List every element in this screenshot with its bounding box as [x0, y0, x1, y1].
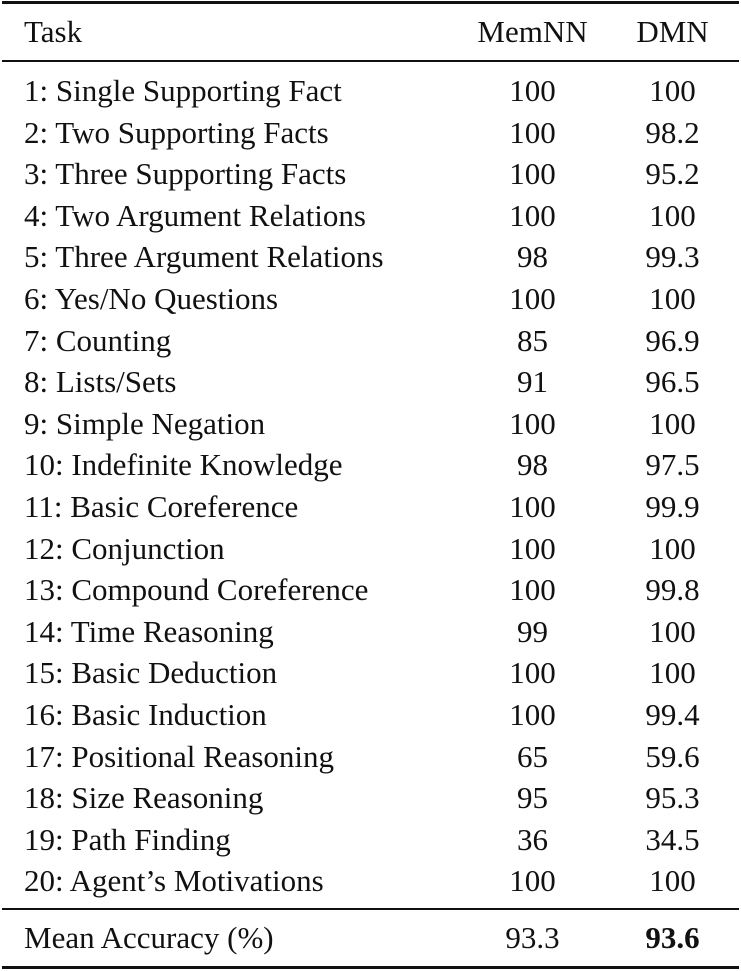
table-row: [0, 444, 741, 485]
task-cell: 8: Lists/Sets: [24, 364, 177, 400]
memnn-cell: 98: [517, 239, 548, 275]
footer-row: [0, 917, 741, 958]
dmn-cell: 99.8: [645, 572, 700, 608]
table-row: [0, 819, 741, 860]
memnn-cell: 100: [509, 156, 556, 192]
task-cell: 9: Simple Negation: [24, 405, 266, 441]
task-cell: 18: Size Reasoning: [24, 780, 264, 816]
memnn-cell: 100: [509, 530, 556, 566]
table-row: [0, 278, 741, 319]
dmn-cell: 59.6: [645, 738, 700, 774]
header-rule: [2, 60, 739, 62]
dmn-cell: 99.4: [645, 697, 700, 732]
dmn-cell: 99.9: [645, 489, 700, 524]
table-row: [0, 486, 741, 527]
memnn-cell: 100: [509, 863, 556, 899]
memnn-cell: 100: [509, 281, 556, 316]
footer-memnn: 93.3: [505, 920, 560, 955]
table-row: [0, 236, 741, 277]
table-row: [0, 195, 741, 236]
dmn-cell: 100: [649, 613, 696, 649]
table-row: [0, 153, 741, 194]
table-row: [0, 860, 741, 901]
table-row: [0, 777, 741, 818]
footer-task: Mean Accuracy (%): [24, 920, 274, 955]
task-cell: 20: Agent’s Motivations: [24, 863, 324, 899]
memnn-cell: 100: [509, 489, 556, 524]
header-dmn: DMN: [636, 14, 709, 49]
dmn-cell: 100: [649, 863, 696, 899]
table-row: [0, 112, 741, 153]
dmn-cell: 95.3: [645, 780, 700, 816]
memnn-cell: 100: [509, 73, 556, 108]
task-cell: 4: Two Argument Relations: [24, 197, 366, 233]
table-row: [0, 70, 741, 111]
task-cell: 11: Basic Coreference: [24, 489, 299, 524]
dmn-cell: 100: [649, 405, 696, 441]
memnn-cell: 36: [517, 821, 548, 857]
top-rule: [2, 1, 739, 4]
memnn-cell: 100: [509, 572, 556, 608]
header-task: Task: [24, 14, 83, 49]
table-row: [0, 528, 741, 569]
table-row: [0, 361, 741, 402]
task-cell: 16: Basic Induction: [24, 697, 267, 732]
footer-dmn: 93.6: [645, 920, 700, 955]
dmn-cell: 95.2: [645, 156, 700, 192]
table-row: [0, 652, 741, 693]
memnn-cell: 91: [517, 364, 548, 400]
dmn-cell: 99.3: [645, 239, 700, 275]
footer-rule: [2, 908, 739, 910]
header-row: [0, 11, 741, 52]
task-cell: 2: Two Supporting Facts: [24, 114, 329, 150]
task-cell: 13: Compound Coreference: [24, 572, 369, 608]
dmn-cell: 96.5: [645, 364, 700, 400]
memnn-cell: 85: [517, 322, 548, 358]
memnn-cell: 100: [509, 114, 556, 150]
dmn-cell: 98.2: [645, 114, 700, 150]
dmn-cell: 100: [649, 655, 696, 691]
memnn-cell: 95: [517, 780, 548, 816]
task-cell: 15: Basic Deduction: [24, 655, 278, 691]
table-row: [0, 569, 741, 610]
dmn-cell: 97.5: [645, 447, 700, 483]
task-cell: 7: Counting: [24, 322, 172, 358]
dmn-cell: 100: [649, 73, 696, 108]
memnn-cell: 100: [509, 697, 556, 732]
task-cell: 14: Time Reasoning: [24, 613, 274, 649]
task-cell: 5: Three Argument Relations: [24, 239, 384, 275]
task-cell: 19: Path Finding: [24, 821, 231, 857]
memnn-cell: 100: [509, 655, 556, 691]
dmn-cell: 100: [649, 281, 696, 316]
table-row: [0, 403, 741, 444]
dmn-cell: 100: [649, 530, 696, 566]
task-cell: 6: Yes/No Questions: [24, 281, 279, 316]
table-row: [0, 611, 741, 652]
table-row: [0, 694, 741, 735]
dmn-cell: 96.9: [645, 322, 700, 358]
task-cell: 12: Conjunction: [24, 530, 225, 566]
memnn-cell: 100: [509, 405, 556, 441]
task-cell: 10: Indefinite Knowledge: [24, 447, 343, 483]
task-cell: 1: Single Supporting Fact: [24, 73, 342, 108]
memnn-cell: 98: [517, 447, 548, 483]
task-cell: 3: Three Supporting Facts: [24, 156, 347, 192]
memnn-cell: 65: [517, 738, 548, 774]
task-cell: 17: Positional Reasoning: [24, 738, 334, 774]
table-row: [0, 320, 741, 361]
memnn-cell: 100: [509, 197, 556, 233]
bottom-rule: [2, 966, 739, 969]
memnn-cell: 99: [517, 613, 548, 649]
header-memnn: MemNN: [477, 14, 588, 49]
dmn-cell: 34.5: [645, 821, 700, 857]
table-row: [0, 736, 741, 777]
dmn-cell: 100: [649, 197, 696, 233]
